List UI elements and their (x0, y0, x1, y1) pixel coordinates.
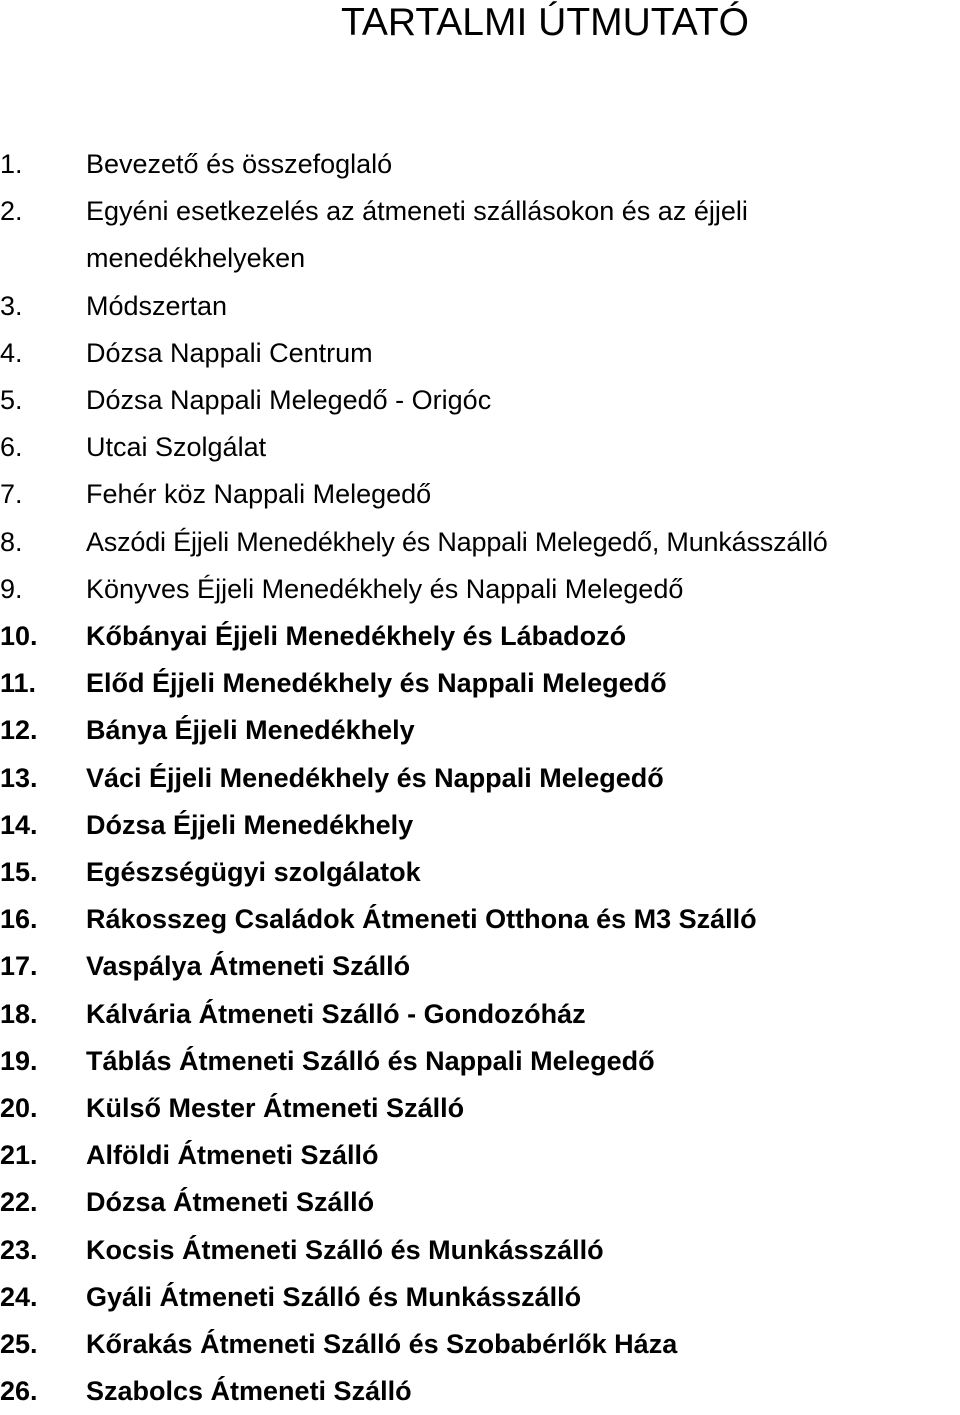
toc-number: 13. (0, 762, 38, 793)
toc-number: 25. (0, 1329, 38, 1360)
toc-number: 12. (0, 715, 38, 746)
toc-item-22 (0, 1179, 960, 1226)
toc-item-10 (0, 613, 960, 660)
toc-label: Dózsa Éjjeli Menedékhely (86, 809, 414, 840)
toc-item-21 (0, 1132, 960, 1179)
toc-label: Dózsa Nappali Centrum (86, 337, 373, 368)
toc-label: Utcai Szolgálat (86, 432, 267, 463)
toc-number: 19. (0, 1045, 38, 1076)
toc-label: Előd Éjjeli Menedékhely és Nappali Melegedő (86, 668, 667, 699)
toc-number: 8. (0, 526, 23, 557)
toc-number: 1. (0, 149, 23, 179)
toc-item-16 (0, 896, 960, 943)
toc-item-14 (0, 802, 960, 849)
toc-item-13 (0, 755, 960, 802)
page-title: TARTALMI ÚTMUTATÓ (340, 1, 750, 44)
toc-item-25 (0, 1321, 960, 1368)
toc-label: Fehér köz Nappali Melegedő (86, 479, 432, 510)
toc-number: 10. (0, 621, 38, 652)
toc-item-24 (0, 1274, 960, 1321)
toc-label: Egyéni esetkezelés az átmeneti szállásokon és az éjjeli menedékhelyeken (86, 196, 748, 274)
toc-number: 9. (0, 573, 23, 604)
toc-number: 4. (0, 337, 23, 368)
toc-number: 5. (0, 385, 23, 416)
toc-label: Aszódi Éjjeli Menedékhely és Nappali Melegedő, Munkásszálló (86, 526, 828, 557)
toc-number: 22. (0, 1187, 38, 1218)
toc-label: Vaspálya Átmeneti Szálló (86, 951, 411, 982)
toc-item-7 (0, 471, 960, 518)
toc-item-19 (0, 1038, 960, 1085)
toc-item-1 (0, 141, 960, 188)
toc-item-6 (0, 424, 960, 471)
toc-label: Könyves Éjjeli Menedékhely és Nappali Melegedő (86, 573, 684, 604)
toc-number: 20. (0, 1093, 38, 1124)
toc-item-8 (0, 519, 960, 566)
toc-item-4 (0, 330, 960, 377)
toc-number: 18. (0, 998, 38, 1029)
toc-number: 16. (0, 904, 38, 935)
toc-label: Dózsa Átmeneti Szálló (86, 1187, 375, 1218)
toc-item-12 (0, 707, 960, 754)
toc-label: Egészségügyi szolgálatok (86, 857, 421, 888)
toc-number: 6. (0, 432, 23, 463)
table-of-contents (0, 141, 960, 1415)
toc-number: 24. (0, 1281, 38, 1312)
toc-label: Táblás Átmeneti Szálló és Nappali Melegedő (86, 1045, 655, 1076)
toc-label: Gyáli Átmeneti Szálló és Munkásszálló (86, 1281, 582, 1312)
toc-label: Kálvária Átmeneti Szálló - Gondozóház (86, 998, 586, 1029)
toc-number: 2. (0, 196, 23, 227)
toc-item-15 (0, 849, 960, 896)
toc-label: Külső Mester Átmeneti Szálló (86, 1093, 465, 1124)
toc-label: Kőrakás Átmeneti Szálló és Szobabérlők Háza (86, 1329, 678, 1360)
toc-label: Alföldi Átmeneti Szálló (86, 1140, 379, 1171)
toc-label: Kocsis Átmeneti Szálló és Munkásszálló (86, 1234, 604, 1265)
toc-number: 7. (0, 479, 23, 510)
toc-item-11 (0, 660, 960, 707)
toc-label: Szabolcs Átmeneti Szálló (86, 1376, 412, 1407)
toc-number: 15. (0, 857, 38, 888)
toc-number: 17. (0, 951, 38, 982)
toc-label: Módszertan (86, 290, 228, 321)
toc-label: Kőbányai Éjjeli Menedékhely és Lábadozó (86, 621, 627, 652)
toc-number: 14. (0, 809, 38, 840)
toc-item-3 (0, 283, 960, 330)
toc-label: Váci Éjjeli Menedékhely és Nappali Melegedő (86, 762, 664, 793)
toc-item-18 (0, 991, 960, 1038)
toc-number: 21. (0, 1140, 38, 1171)
toc-item-2 (0, 188, 960, 282)
toc-item-17 (0, 943, 960, 990)
toc-item-5 (0, 377, 960, 424)
toc-item-9 (0, 566, 960, 613)
toc-label: Rákosszeg Családok Átmeneti Otthona és M3 Szálló (86, 904, 757, 935)
toc-item-26 (0, 1368, 960, 1415)
toc-label: Bevezető és összefoglaló (86, 149, 393, 179)
toc-number: 26. (0, 1376, 38, 1407)
toc-number: 23. (0, 1234, 38, 1265)
toc-item-23 (0, 1227, 960, 1274)
toc-label: Bánya Éjjeli Menedékhely (86, 715, 415, 746)
toc-number: 3. (0, 290, 23, 321)
toc-number: 11. (0, 668, 37, 699)
toc-item-20 (0, 1085, 960, 1132)
toc-label: Dózsa Nappali Melegedő - Origóc (86, 385, 492, 416)
